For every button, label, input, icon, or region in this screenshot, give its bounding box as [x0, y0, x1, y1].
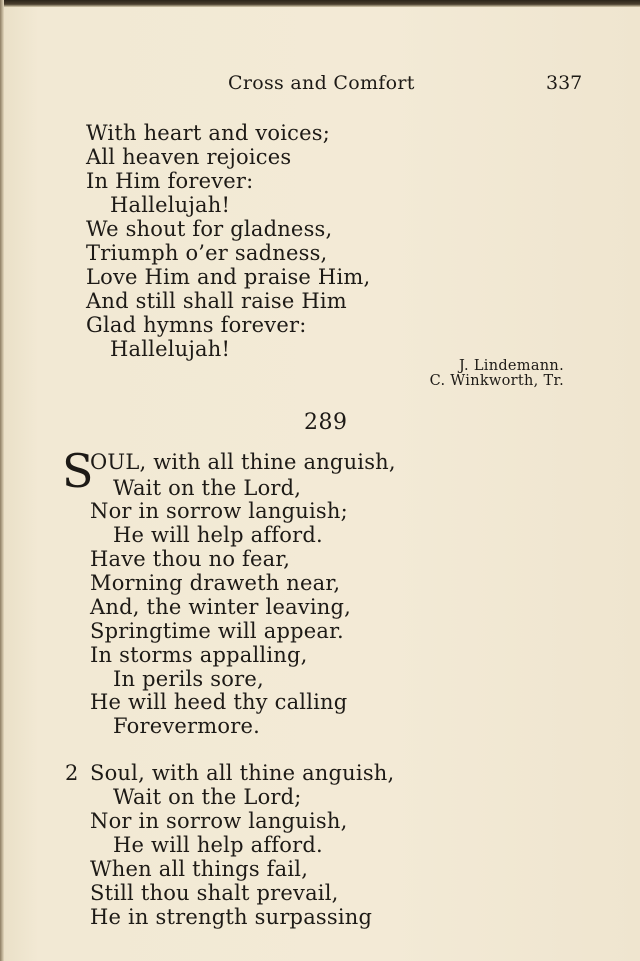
hymn-line: He in strength surpassing	[90, 905, 373, 929]
hymn-line: Springtime will appear.	[90, 619, 344, 643]
hymn-line: Triumph o’er sadness,	[86, 241, 328, 265]
page-number: 337	[546, 72, 583, 94]
page-top-edge	[0, 0, 640, 7]
page-binding-edge	[0, 0, 4, 961]
hymn-line: He will help afford.	[113, 833, 323, 857]
drop-cap: S	[62, 444, 94, 498]
verse-number: 2	[65, 761, 79, 785]
translator-credit: C. Winkworth, Tr.	[429, 373, 564, 389]
hymn-line: Nor in sorrow languish,	[90, 809, 348, 833]
hymn-line: And still shall raise Him	[86, 289, 347, 313]
hymn-number: 289	[304, 410, 348, 435]
hymn-line: Love Him and praise Him,	[86, 265, 371, 289]
hymn-line: And, the winter leaving,	[90, 595, 352, 619]
hymn-line: Hallelujah!	[110, 193, 231, 217]
hymn-line: With heart and voices;	[86, 121, 331, 145]
hymn-line: Forevermore.	[113, 714, 260, 738]
hymn-line: Have thou no fear,	[90, 547, 291, 571]
hymn-line: Nor in sorrow languish;	[90, 499, 348, 523]
hymn-line: Morning draweth near,	[90, 571, 341, 595]
hymn-line: In Him forever:	[86, 169, 254, 193]
hymn-line: All heaven rejoices	[86, 145, 292, 169]
hymn-line: In storms appalling,	[90, 643, 308, 667]
hymn-line: When all things fail,	[90, 857, 309, 881]
running-head: Cross and Comfort	[228, 72, 415, 94]
hymn-line: In perils sore,	[113, 667, 264, 691]
hymn-line: Still thou shalt prevail,	[90, 881, 339, 905]
hymn-line: He will heed thy calling	[90, 690, 348, 714]
hymn-line: He will help afford.	[113, 523, 323, 547]
hymn-line: We shout for gladness,	[86, 217, 333, 241]
hymn-line: Wait on the Lord,	[113, 476, 302, 500]
hymn-line: Glad hymns forever:	[86, 313, 307, 337]
hymn-line: OUL, with all thine anguish,	[90, 450, 396, 474]
hymn-line: Wait on the Lord;	[113, 785, 302, 809]
hymn-line: Hallelujah!	[110, 337, 231, 361]
author-credit: J. Lindemann.	[459, 358, 564, 374]
hymn-line: Soul, with all thine anguish,	[90, 761, 395, 785]
